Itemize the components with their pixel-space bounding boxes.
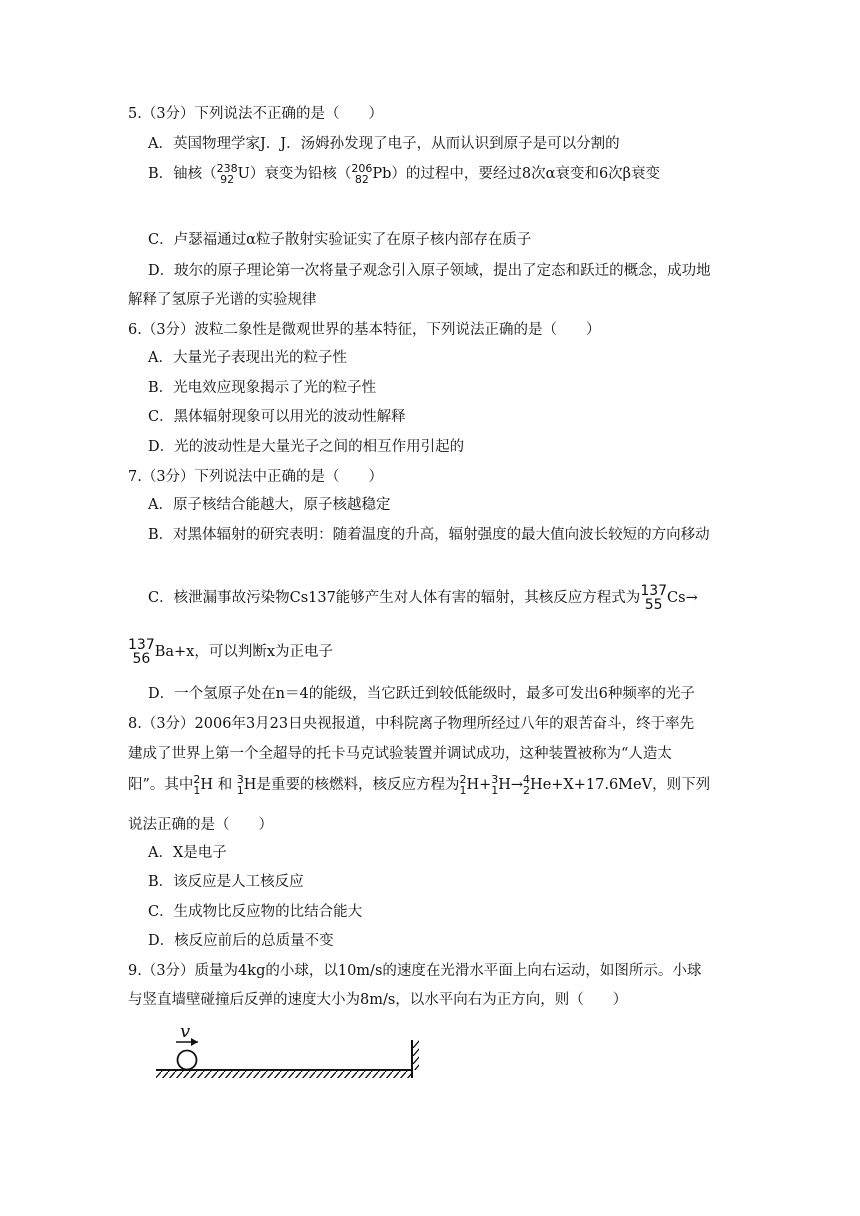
velocity-arrow-head: [191, 1038, 198, 1046]
mass-number: 2: [459, 773, 467, 786]
q7-option-b: B．对黑体辐射的研究表明：随着温度的升高，辐射强度的最大值向波长较短的方向移动: [148, 527, 710, 543]
q9-stem-line1: 9.（3分）质量为4kg的小球，以10m/s的速度在光滑水平面上向右运动，如图所示。小球: [128, 963, 702, 979]
atomic-number: 2: [523, 784, 531, 797]
q6-stem: 6.（3分）波粒二象性是微观世界的基本特征，下列说法正确的是（ ）: [128, 322, 601, 338]
q6-option-c: C．黑体辐射现象可以用光的波动性解释: [148, 409, 406, 425]
q8-line3-pre: 阳”。其中: [128, 777, 194, 793]
uranium-symbol: U）衰变为铅核（: [237, 166, 352, 182]
q8-option-b: B．该反应是人工核反应: [148, 874, 304, 890]
q7-option-a: A．原子核结合能越大，原子核越稳定: [148, 497, 391, 513]
q5-option-d-line1: D．玻尔的原子理论第一次将量子观念引入原子领域，提出了定态和跃迁的概念，成功地: [148, 263, 711, 279]
mass-number: 3: [491, 773, 499, 786]
q8-line3-post: He+X+17.6MeV，则下列: [530, 777, 711, 793]
ball: [178, 1051, 197, 1070]
q5-option-a: A．英国物理学家J．J．汤姆孙发现了电子，从而认识到原子是可以分割的: [148, 136, 620, 152]
q5-option-c: C．卢瑟福通过α粒子散射实验证实了在原子核内部存在质子: [148, 232, 532, 248]
q8-stem-line1: 8.（3分）2006年3月23日央视报道，中科院离子物理所经过八年的艰苦奋斗，终于率先: [128, 716, 695, 732]
ground-hatching: [156, 1070, 412, 1078]
mass-number: 206: [351, 162, 373, 175]
atomic-number: 1: [236, 784, 244, 797]
q8-stem-line4: 说法正确的是（ ）: [128, 817, 273, 833]
atomic-number: 1: [491, 784, 499, 797]
reaction-arrow: H→: [498, 777, 524, 793]
q6-option-b: B．光电效应现象揭示了光的粒子性: [148, 380, 377, 396]
q5-option-d-line2: 解释了氢原子光谱的实验规律: [128, 292, 317, 308]
cesium-symbol: Cs→: [667, 590, 698, 606]
q7-option-c-pre: C．核泄漏事故污染物Cs137能够产生对人体有害的辐射，其核反应方程式为: [148, 590, 641, 606]
plus-sign: H+: [466, 777, 492, 793]
atomic-number: 56: [132, 651, 151, 667]
mass-number: 238: [216, 162, 238, 175]
q8-option-d: D．核反应前后的总质量不变: [148, 933, 334, 949]
q6-option-a: A．大量光子表现出光的粒子性: [148, 350, 347, 366]
velocity-label: v: [180, 1021, 191, 1042]
atomic-number: 55: [644, 597, 663, 613]
mass-number: 137: [128, 637, 155, 653]
q9-stem-line2: 与竖直墙壁碰撞后反弹的速度大小为8m/s，以水平向右为正方向，则（ ）: [128, 992, 628, 1008]
q8-option-a: A．X是电子: [148, 845, 227, 861]
q7-option-d: D．一个氢原子处在n＝4的能级，当它跃迁到较低能级时，最多可发出6种频率的光子: [148, 686, 695, 702]
wall-hatching: [412, 1040, 419, 1070]
mass-number: 2: [193, 773, 201, 786]
atomic-number: 92: [220, 173, 235, 186]
mass-number: 4: [523, 773, 531, 786]
q7-option-c-post: Ba+x，可以判断x为正电子: [154, 644, 334, 660]
mass-number: 3: [236, 773, 244, 786]
atomic-number: 1: [459, 784, 467, 797]
atomic-number: 1: [193, 784, 201, 797]
atomic-number: 82: [354, 173, 369, 186]
hydrogen-symbol: H: [200, 777, 214, 793]
q7-stem: 7.（3分）下列说法中正确的是（ ）: [128, 469, 384, 485]
q5-option-b-pre: B．铀核（: [148, 166, 217, 182]
q5-stem: 5.（3分）下列说法不正确的是（ ）: [128, 106, 384, 122]
mass-number: 137: [640, 583, 668, 599]
q6-option-d: D．光的波动性是大量光子之间的相互作用引起的: [148, 439, 465, 455]
conjunction: 和: [217, 777, 233, 793]
q8-option-c: C．生成物比反应物的比结合能大: [148, 904, 363, 920]
q8-line3-mid: H是重要的核燃料，核反应方程为: [243, 777, 460, 793]
q5-option-b-post: Pb）的过程中，要经过8次α衰变和6次β衰变: [372, 166, 661, 182]
q8-stem-line2: 建成了世界上第一个全超导的托卡马克试验装置并调试成功，这种装置被称为“人造太: [128, 746, 672, 762]
